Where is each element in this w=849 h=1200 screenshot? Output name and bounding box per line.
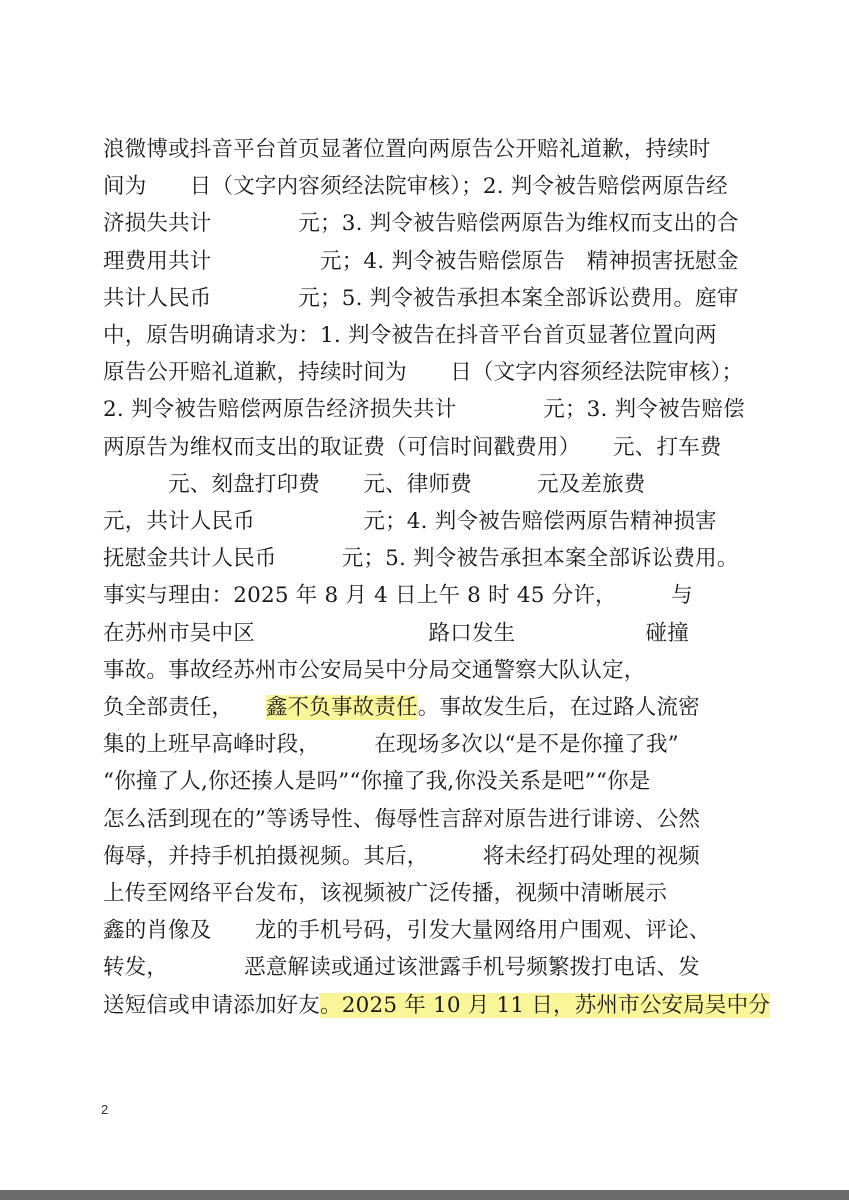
text-line (103, 725, 679, 765)
text-segment: 理费用共计 元；4. 判令被告赔偿原告 精神损害抚慰金 (103, 248, 739, 274)
text-line (103, 204, 739, 244)
text-line (103, 688, 700, 728)
text-segment: 济损失共计 元；3. 判令被告赔偿两原告为维权而支出的合 (103, 211, 739, 237)
text-segment: 事实与理由：2025 年 8 月 4 日上午 8 时 45 分许， 与 (103, 583, 693, 609)
highlighted-text: 。2025 年 10 月 11 日，苏州市公安局吴中分 (320, 992, 771, 1018)
text-line (103, 762, 650, 802)
text-line (103, 242, 739, 282)
text-segment: 在苏州市吴中区 路口发生 碰撞 (103, 620, 689, 646)
text-line (103, 576, 693, 616)
text-line (103, 502, 717, 542)
text-line (103, 428, 722, 468)
text-line (103, 837, 700, 877)
text-segment: 中，原告明确请求为：1. 判令被告在抖音平台首页显著位置向两 (103, 323, 717, 348)
text-line (103, 911, 711, 951)
text-line (103, 390, 745, 430)
text-line (103, 465, 646, 505)
text-segment: 2. 判令被告赔偿两原告经济损失共计 元；3. 判令被告赔偿 (103, 397, 745, 423)
page-number: 2 (101, 1102, 109, 1117)
text-line (103, 167, 728, 207)
text-line (103, 614, 689, 654)
text-segment: 原告公开赔礼道歉，持续时间为 日（文字内容须经法院审核）； (103, 360, 744, 386)
text-segment: 侮辱，并持手机拍摄视频。其后， 将未经打码处理的视频 (103, 843, 700, 869)
text-segment: 浪微博或抖音平台首页显著位置向两原告公开赔礼道歉，持续时 (103, 137, 711, 162)
text-segment: 共计人民币 元；5. 判令被告承担本案全部诉讼费用。庭审 (103, 285, 739, 311)
text-line (103, 800, 700, 840)
text-segment: 抚慰金共计人民币 元；5. 判令被告承担本案全部诉讼费用。 (103, 546, 739, 572)
text-line (103, 279, 739, 319)
text-segment: 怎么活到现在的”等诱导性、侮辱性言辞对原告进行诽谤、公然 (103, 806, 701, 832)
text-line (103, 948, 700, 988)
text-segment: 负全部责任， (103, 695, 266, 720)
text-line (103, 130, 711, 170)
text-segment: 元，共计人民币 元；4. 判令被告赔偿两原告精神损害 (103, 509, 717, 534)
text-segment: 元、刻盘打印费 元、律师费 元及差旅费 (103, 471, 646, 497)
text-line (103, 651, 646, 691)
bottom-edge-bar (0, 1190, 849, 1200)
text-segment: 上传至网络平台发布，该视频被广泛传播，视频中清晰展示 (103, 881, 668, 906)
text-segment: 转发， 恶意解读或通过该泄露手机号频繁拨打电话、发 (103, 955, 700, 981)
text-segment: 。事故发生后，在过路人流密 (417, 695, 700, 720)
text-segment: 事故。事故经苏州市公安局吴中分局交通警察大队认定， (103, 657, 646, 683)
text-line (103, 353, 743, 393)
text-line (103, 316, 717, 356)
text-segment: 间为 日（文字内容须经法院审核）；2. 判令被告赔偿两原告经 (103, 174, 728, 200)
text-segment: “你撞了人,你还揍人是吗”“你撞了我,你没关系是吧”“你是 (103, 769, 651, 795)
text-line (103, 986, 770, 1026)
text-segment: 鑫的肖像及 龙的手机号码，引发大量网络用户围观、评论、 (103, 918, 711, 944)
text-segment: 送短信或申请添加好友 (103, 992, 321, 1018)
text-line (103, 874, 667, 914)
highlighted-text: 鑫不负事故责任 (265, 695, 418, 720)
text-segment: 两原告为维权而支出的取证费（可信时间戳费用） 元、打车费 (103, 434, 722, 460)
text-line (103, 539, 739, 579)
text-segment: 集的上班早高峰时段， 在现场多次以“是不是你撞了我” (103, 732, 679, 758)
